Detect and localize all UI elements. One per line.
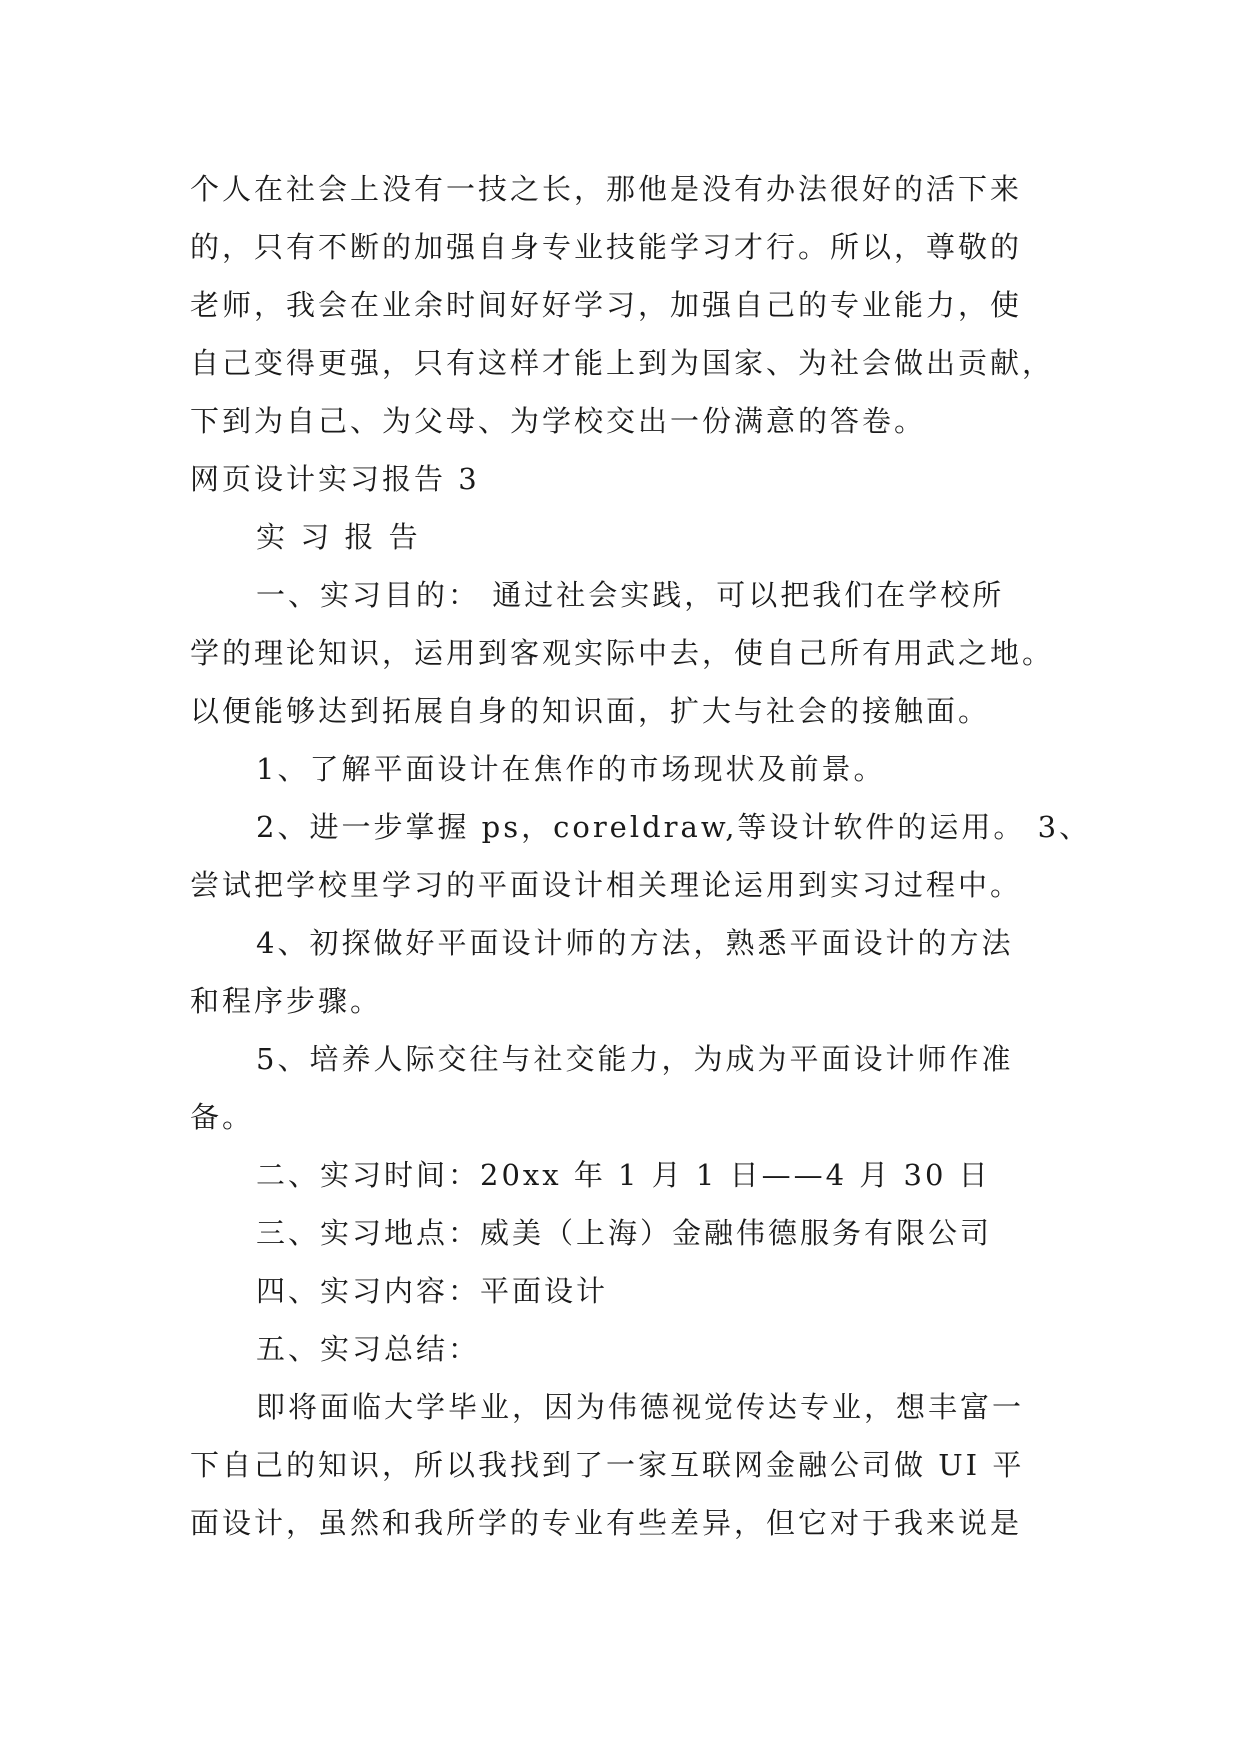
text-line: 即将面临大学毕业，因为伟德视觉传达专业，想丰富一 [256,1390,1025,1424]
text-line: 备。 [190,1100,255,1134]
text-line: 的，只有不断的加强自身专业技能学习才行。所以，尊敬的 [190,230,1023,264]
text-line: 学的理论知识，运用到客观实际中去，使自己所有用武之地。 [190,636,1055,670]
text-line: 以便能够达到拓展自身的知识面，扩大与社会的接触面。 [190,694,991,728]
text-line: 一、实习目的： 通过社会实践，可以把我们在学校所 [256,578,1005,612]
info-line-time: 二、实习时间：20xx 年 1 月 1 日——4 月 30 日 [256,1158,991,1192]
section-heading: 网页设计实习报告 3 [190,462,480,496]
list-item: 2、进一步掌握 ps，coreldraw,等设计软件的运用。 3、 [256,810,1092,844]
text-line: 下自己的知识，所以我找到了一家互联网金融公司做 UI 平 [190,1448,1025,1482]
text-line: 面设计，虽然和我所学的专业有些差异，但它对于我来说是 [190,1506,1023,1540]
text-line: 个人在社会上没有一技之长，那他是没有办法很好的活下来 [190,172,1023,206]
list-item: 4、初探做好平面设计师的方法，熟悉平面设计的方法 [256,926,1014,960]
info-line-location: 三、实习地点：威美（上海）金融伟德服务有限公司 [256,1216,993,1250]
info-line-summary: 五、实习总结： [256,1332,481,1366]
list-item: 5、培养人际交往与社交能力，为成为平面设计师作准 [256,1042,1014,1076]
text-line: 下到为自己、为父母、为学校交出一份满意的答卷。 [190,404,927,438]
list-item: 1、了解平面设计在焦作的市场现状及前景。 [256,752,886,786]
text-line: 和程序步骤。 [190,984,383,1018]
document-body [190,160,1092,1552]
text-line: 自己变得更强，只有这样才能上到为国家、为社会做出贡献， [190,346,1055,380]
info-line-content: 四、实习内容：平面设计 [256,1274,609,1308]
text-line: 尝试把学校里学习的平面设计相关理论运用到实习过程中。 [190,868,1023,902]
text-line: 老师，我会在业余时间好好学习，加强自己的专业能力，使 [190,288,1023,322]
report-title: 实 习 报 告 [256,520,421,554]
